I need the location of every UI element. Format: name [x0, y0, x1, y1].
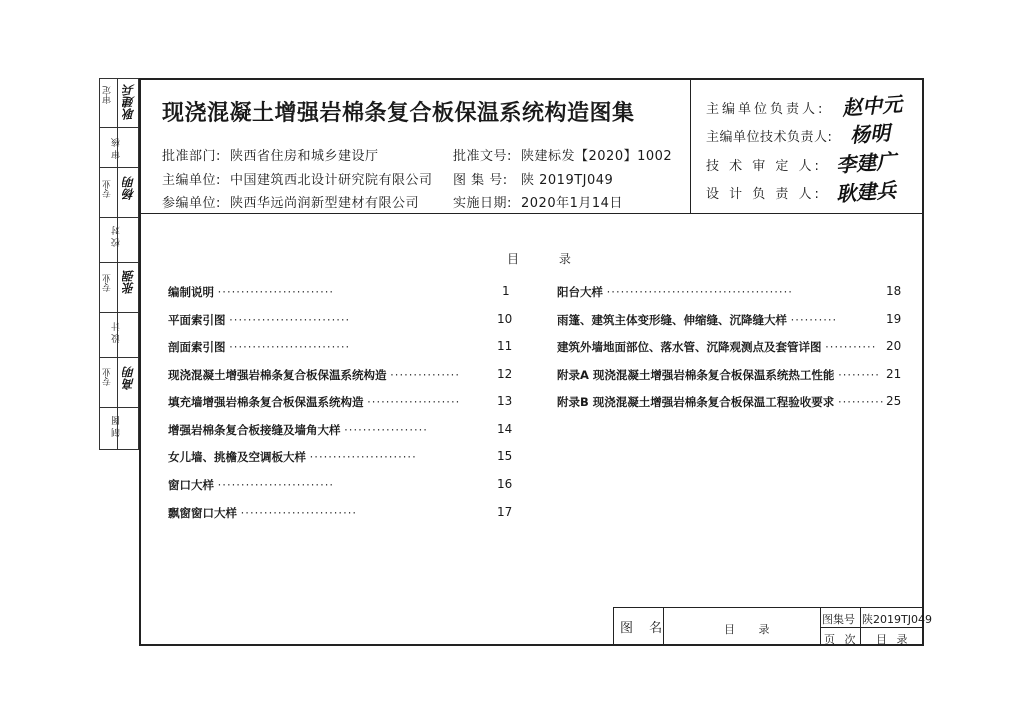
approve-dept-value: 陕西省住房和城乡建设厅 — [230, 149, 379, 164]
toc-page: 11 — [497, 339, 513, 353]
toc-leader: ···················· — [367, 395, 461, 409]
toc-page: 16 — [497, 477, 513, 491]
toc-leader: ·········· — [837, 395, 885, 409]
toc-entry-label: 编制说明 — [168, 285, 214, 299]
toc-page: 1 — [502, 284, 510, 298]
toc-entry-label: 飘窗窗口大样 — [168, 506, 237, 520]
toc-entry-label: 附录B 现浇混凝土增强岩棉条复合板保温工程验收要求 — [557, 395, 835, 409]
toc-leader: ························· — [217, 285, 335, 299]
atlas-title: 现浇混凝土增强岩棉条复合板保温系统构造图集 — [162, 101, 635, 126]
responsible-signature: 杨明 — [849, 120, 891, 148]
date-label: 实施日期: — [453, 196, 512, 211]
toc-entry-label: 阳台大样 — [557, 285, 603, 299]
toc-leader: ·········· — [790, 313, 838, 327]
strip-label: 校 对 — [112, 226, 122, 247]
title-block-line — [613, 607, 614, 646]
strip-label: 专业 — [103, 274, 113, 292]
toc-leader: ·························· — [229, 313, 351, 327]
toc-leader: ··········· — [825, 340, 877, 354]
toc-entry[interactable] — [168, 505, 357, 521]
toc-entry-label: 填充墙增强岩棉条复合板保温系统构造 — [168, 395, 364, 409]
strip-label: 制 图 — [112, 416, 122, 437]
drawing-name-value: 目 录 — [724, 623, 780, 636]
doc-no-label: 批准文号: — [453, 149, 512, 164]
responsible-signature: 赵中元 — [841, 91, 903, 121]
responsible-label: 主编单位技术负责人: — [706, 130, 833, 145]
responsible-label: 主编单位负责人: — [706, 102, 826, 117]
toc-entry[interactable] — [168, 449, 417, 465]
toc-page: 21 — [886, 367, 902, 381]
toc-page: 15 — [497, 449, 513, 463]
strip-signature: 张强 — [122, 270, 136, 294]
co-unit-label: 参编单位: — [162, 196, 221, 211]
chief-unit-label: 主编单位: — [162, 173, 221, 188]
responsible-label: 设 计 负 责 人: — [706, 187, 822, 202]
strip-label: 专业 — [103, 180, 113, 198]
responsible-signature: 李建广 — [835, 148, 897, 178]
toc-entry[interactable] — [168, 339, 350, 355]
toc-entry-label: 建筑外墙地面部位、落水管、沉降观测点及套管详图 — [557, 340, 822, 354]
toc-leader: ········· — [838, 368, 880, 382]
toc-page: 13 — [497, 394, 513, 408]
strip-signature: 杨明 — [122, 176, 136, 200]
co-unit-value: 陕西华远尚润新型建材有限公司 — [230, 196, 420, 211]
toc-entry-label: 剖面索引图 — [168, 340, 226, 354]
toc-leader: ········································ — [606, 285, 793, 299]
toc-leader: ························· — [217, 478, 335, 492]
strip-label: 专业 — [103, 368, 113, 386]
toc-entry[interactable] — [557, 284, 793, 300]
toc-entry-label: 现浇混凝土增强岩棉条复合板保温系统构造 — [168, 368, 387, 382]
toc-entry[interactable] — [168, 312, 350, 328]
responsible-label: 技 术 审 定 人: — [706, 159, 822, 174]
toc-entry[interactable] — [168, 422, 428, 438]
toc-entry[interactable] — [168, 284, 334, 300]
strip-label: 审 核 — [112, 138, 122, 159]
toc-leader: ······················· — [309, 450, 417, 464]
toc-page: 14 — [497, 422, 513, 436]
toc-entry-label: 雨篷、建筑主体变形缝、伸缩缝、沉降缝大样 — [557, 313, 787, 327]
doc-no-value: 陕建标发【2020】1002 — [521, 149, 673, 164]
toc-leader: ·················· — [344, 423, 428, 437]
strip-signature: 耿建兵 — [122, 84, 136, 120]
approve-dept-label: 批准部门: — [162, 149, 221, 164]
toc-entry-label: 增强岩棉条复合板接缝及墙角大样 — [168, 423, 341, 437]
toc-entry[interactable] — [557, 367, 880, 383]
toc-page: 12 — [497, 367, 513, 381]
strip-label: 审定 — [103, 86, 113, 104]
toc-leader: ··············· — [390, 368, 460, 382]
toc-page: 17 — [497, 505, 513, 519]
page-number-label: 页 次 — [824, 633, 859, 646]
toc-entry-label: 女儿墙、挑檐及空调板大样 — [168, 450, 306, 464]
toc-page: 25 — [886, 394, 902, 408]
toc-page: 18 — [886, 284, 902, 298]
toc-entry-label: 平面索引图 — [168, 313, 226, 327]
toc-entry[interactable] — [168, 367, 460, 383]
atlas-no-label: 图 集 号: — [453, 173, 508, 188]
toc-leader: ·························· — [229, 340, 351, 354]
date-value: 2020年1月14日 — [521, 196, 623, 211]
drawing-name-label: 图 名 — [620, 621, 669, 636]
page-number-value: 目 录 — [876, 633, 911, 646]
strip-signature: 高明 — [122, 366, 136, 390]
responsible-signature: 耿建兵 — [835, 177, 897, 207]
toc-entry-label: 窗口大样 — [168, 478, 214, 492]
toc-title: 目 录 — [507, 252, 589, 266]
header-divider — [690, 80, 691, 214]
toc-page: 20 — [886, 339, 902, 353]
atlas-number-value: 陕2019TJ049 — [862, 613, 932, 626]
toc-page: 19 — [886, 312, 902, 326]
chief-unit-value: 中国建筑西北设计研究院有限公司 — [230, 173, 433, 188]
atlas-no-value: 陕 2019TJ049 — [521, 173, 614, 188]
toc-entry[interactable] — [557, 339, 876, 355]
toc-entry-label: 附录A 现浇混凝土增强岩棉条复合板保温系统热工性能 — [557, 368, 835, 382]
toc-leader: ························· — [240, 506, 358, 520]
strip-label: 设 计 — [112, 322, 122, 343]
atlas-number-label: 图集号 — [822, 613, 855, 626]
toc-page: 10 — [497, 312, 513, 326]
toc-entry[interactable] — [557, 312, 837, 328]
toc-entry[interactable] — [557, 394, 885, 410]
toc-entry[interactable] — [168, 477, 334, 493]
toc-entry[interactable] — [168, 394, 460, 410]
title-block-line — [820, 627, 924, 628]
